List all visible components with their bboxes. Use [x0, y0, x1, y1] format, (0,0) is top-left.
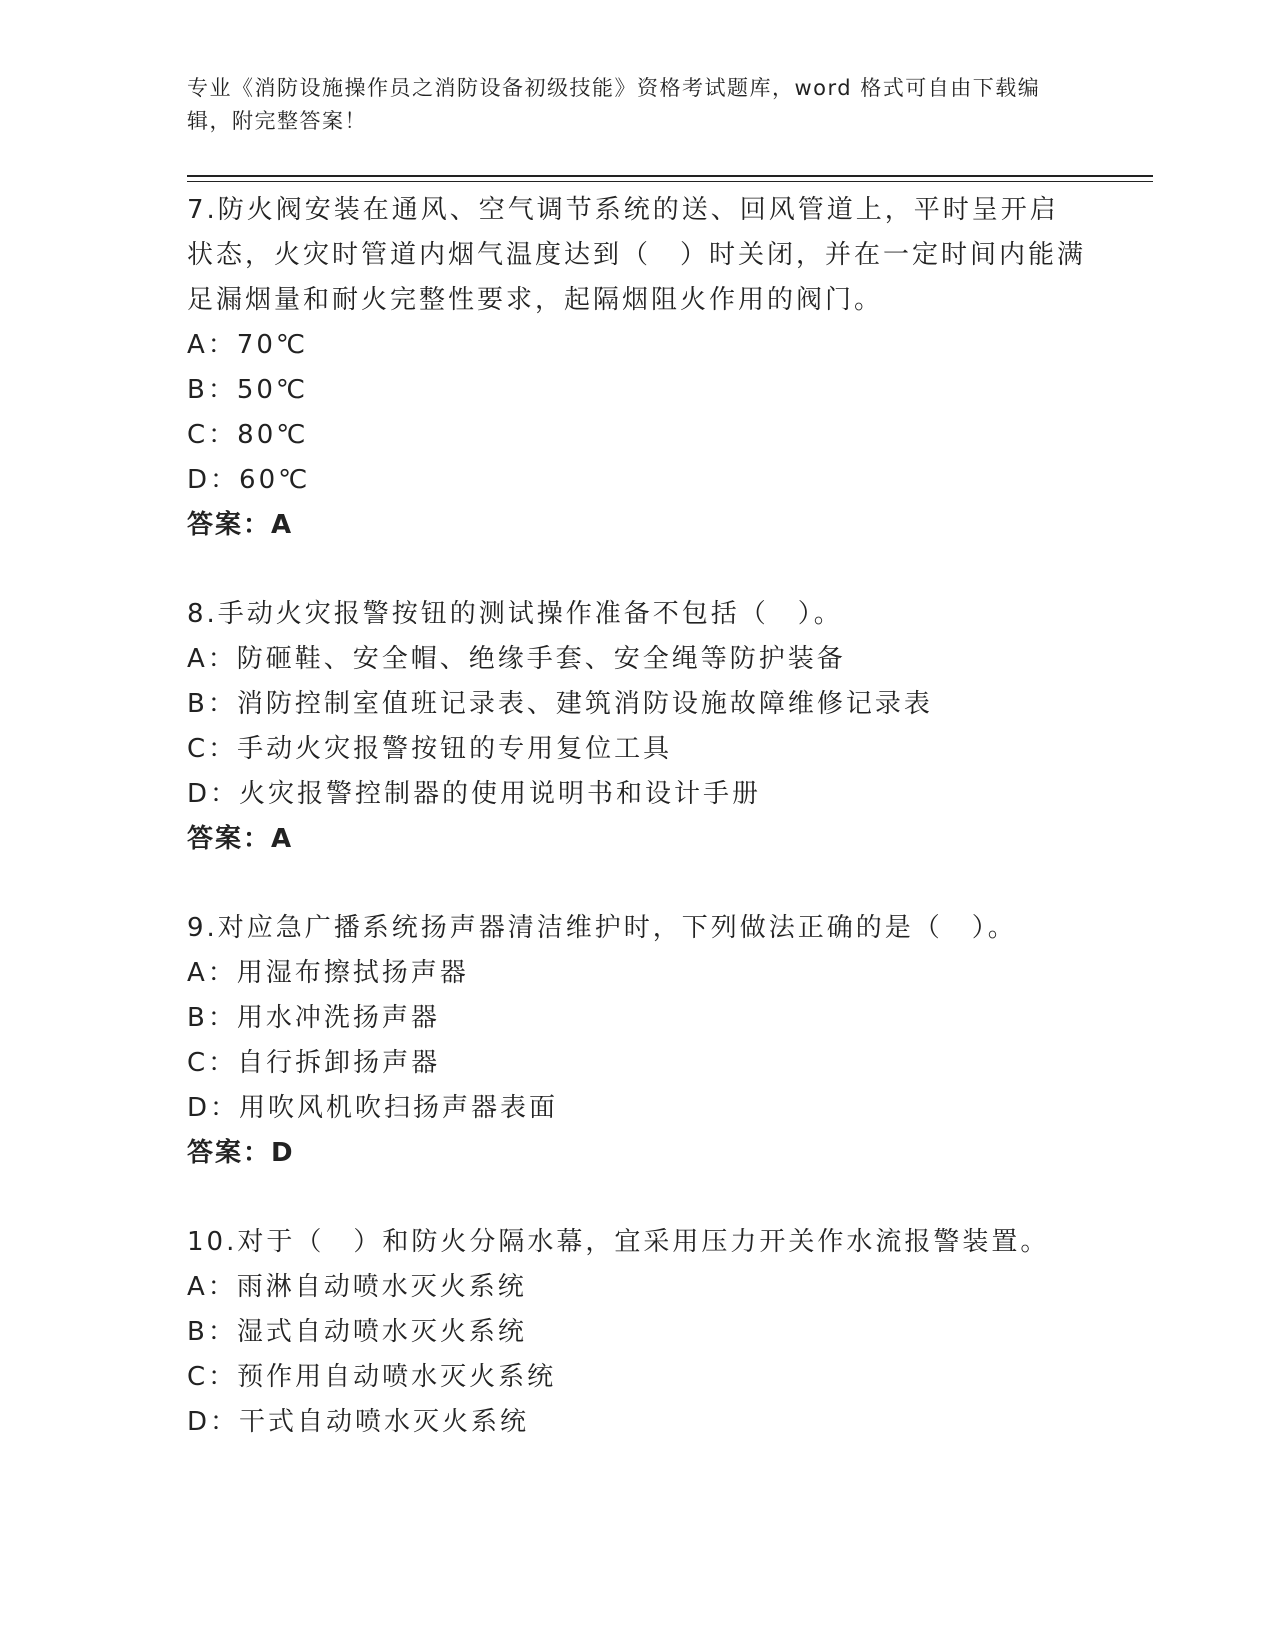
option-a: A：用湿布擦拭扬声器	[187, 958, 469, 988]
question-stem: 8.手动火灾报警按钮的测试操作准备不包括（ ）。	[187, 599, 843, 629]
question-9	[187, 906, 1087, 1176]
option-d: D：火灾报警控制器的使用说明书和设计手册	[187, 779, 762, 809]
document-header: 专业《消防设施操作员之消防设备初级技能》资格考试题库，word 格式可自由下载编辑，附完整答案！	[187, 76, 1041, 133]
option-c: C：自行拆卸扬声器	[187, 1048, 441, 1078]
option-a: A：防砸鞋、安全帽、绝缘手套、安全绳等防护装备	[187, 644, 846, 674]
option-c: C：手动火灾报警按钮的专用复位工具	[187, 734, 673, 764]
option-b: B：用水冲洗扬声器	[187, 1003, 440, 1033]
question-list	[187, 188, 1087, 1489]
answer: 答案：A	[187, 824, 294, 854]
header-rule-thin	[187, 181, 1153, 182]
question-7	[187, 188, 1087, 548]
option-d: D：干式自动喷水灭火系统	[187, 1407, 530, 1437]
answer: 答案：A	[187, 510, 294, 540]
option-a: A：70℃	[187, 330, 309, 360]
question-stem: 9.对应急广播系统扬声器清洁维护时，下列做法正确的是（ ）。	[187, 913, 1017, 943]
option-c: C：80℃	[187, 420, 309, 450]
answer: 答案：D	[187, 1138, 295, 1168]
question-8	[187, 592, 1087, 862]
option-b: B：湿式自动喷水灭火系统	[187, 1317, 527, 1347]
question-10	[187, 1220, 1087, 1445]
option-a: A：雨淋自动喷水灭火系统	[187, 1272, 527, 1302]
header-rule-thick	[187, 175, 1153, 177]
option-b: B：50℃	[187, 375, 309, 405]
option-d: D：60℃	[187, 465, 311, 495]
option-d: D：用吹风机吹扫扬声器表面	[187, 1093, 559, 1123]
option-c: C：预作用自动喷水灭火系统	[187, 1362, 557, 1392]
question-stem: 10.对于（ ）和防火分隔水幕，宜采用压力开关作水流报警装置。	[187, 1227, 1050, 1257]
option-b: B：消防控制室值班记录表、建筑消防设施故障维修记录表	[187, 689, 933, 719]
question-stem: 7.防火阀安装在通风、空气调节系统的送、回风管道上，平时呈开启状态，火灾时管道内烟气温度达到（ ）时关闭，并在一定时间内能满足漏烟量和耐火完整性要求，起隔烟阻火作用的阀门。	[187, 195, 1087, 315]
